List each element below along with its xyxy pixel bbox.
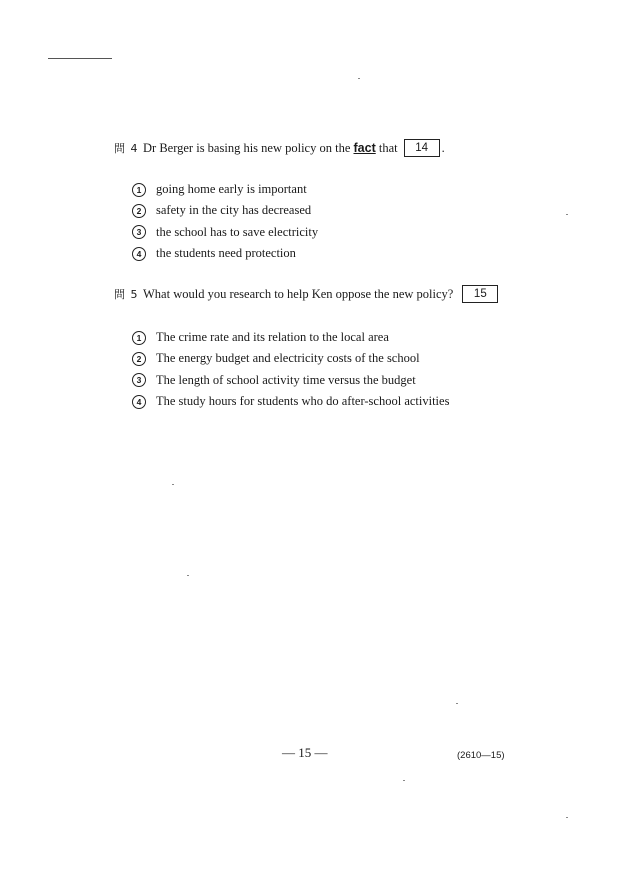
option-item[interactable]	[132, 222, 318, 243]
option-text: The study hours for students who do after-school activities	[156, 394, 450, 409]
option-number-icon: 3	[132, 373, 146, 387]
scan-speck	[358, 78, 360, 79]
option-text: The energy budget and electricity costs of the school	[156, 351, 420, 366]
top-rule	[48, 58, 112, 59]
option-item[interactable]	[132, 200, 318, 221]
option-item[interactable]	[132, 327, 449, 348]
question-5	[114, 286, 498, 304]
question-4	[114, 140, 445, 158]
question-period: .	[441, 141, 445, 155]
question-4-options	[132, 179, 318, 264]
option-number-icon: 4	[132, 247, 146, 261]
document-code: (2610—15)	[457, 750, 505, 761]
answer-box-14[interactable]: 14	[404, 139, 440, 157]
option-text: the students need protection	[156, 246, 296, 261]
question-text: What would you research to help Ken oppose the new policy?	[143, 287, 454, 301]
question-label: 問 4	[114, 142, 139, 155]
option-item[interactable]	[132, 391, 449, 412]
option-text: The length of school activity time versus the budget	[156, 372, 416, 387]
scan-speck	[403, 780, 405, 781]
scan-speck	[187, 575, 189, 576]
scan-speck	[566, 817, 568, 818]
question-text-end: that	[375, 141, 398, 155]
option-number-icon: 4	[132, 395, 146, 409]
question-label: 問 5	[114, 288, 139, 301]
option-item[interactable]	[132, 243, 318, 264]
option-item[interactable]	[132, 348, 449, 369]
question-5-options	[132, 327, 449, 412]
option-number-icon: 2	[132, 204, 146, 218]
question-emphasis: fact	[353, 141, 376, 155]
option-number-icon: 2	[132, 352, 146, 366]
scan-speck	[456, 703, 458, 704]
scan-speck	[566, 214, 568, 215]
option-text: the school has to save electricity	[156, 224, 319, 239]
question-text: Dr Berger is basing his new policy on the	[143, 141, 354, 155]
option-item[interactable]	[132, 370, 449, 391]
option-text: The crime rate and its relation to the local area	[156, 330, 389, 345]
option-item[interactable]	[132, 179, 318, 200]
option-number-icon: 1	[132, 331, 146, 345]
option-number-icon: 1	[132, 183, 146, 197]
answer-box-15[interactable]: 15	[462, 285, 498, 303]
option-text: going home early is important	[156, 182, 307, 197]
option-number-icon: 3	[132, 225, 146, 239]
scan-speck	[172, 484, 174, 485]
option-text: safety in the city has decreased	[156, 203, 312, 218]
page-number: — 15 —	[282, 745, 328, 760]
